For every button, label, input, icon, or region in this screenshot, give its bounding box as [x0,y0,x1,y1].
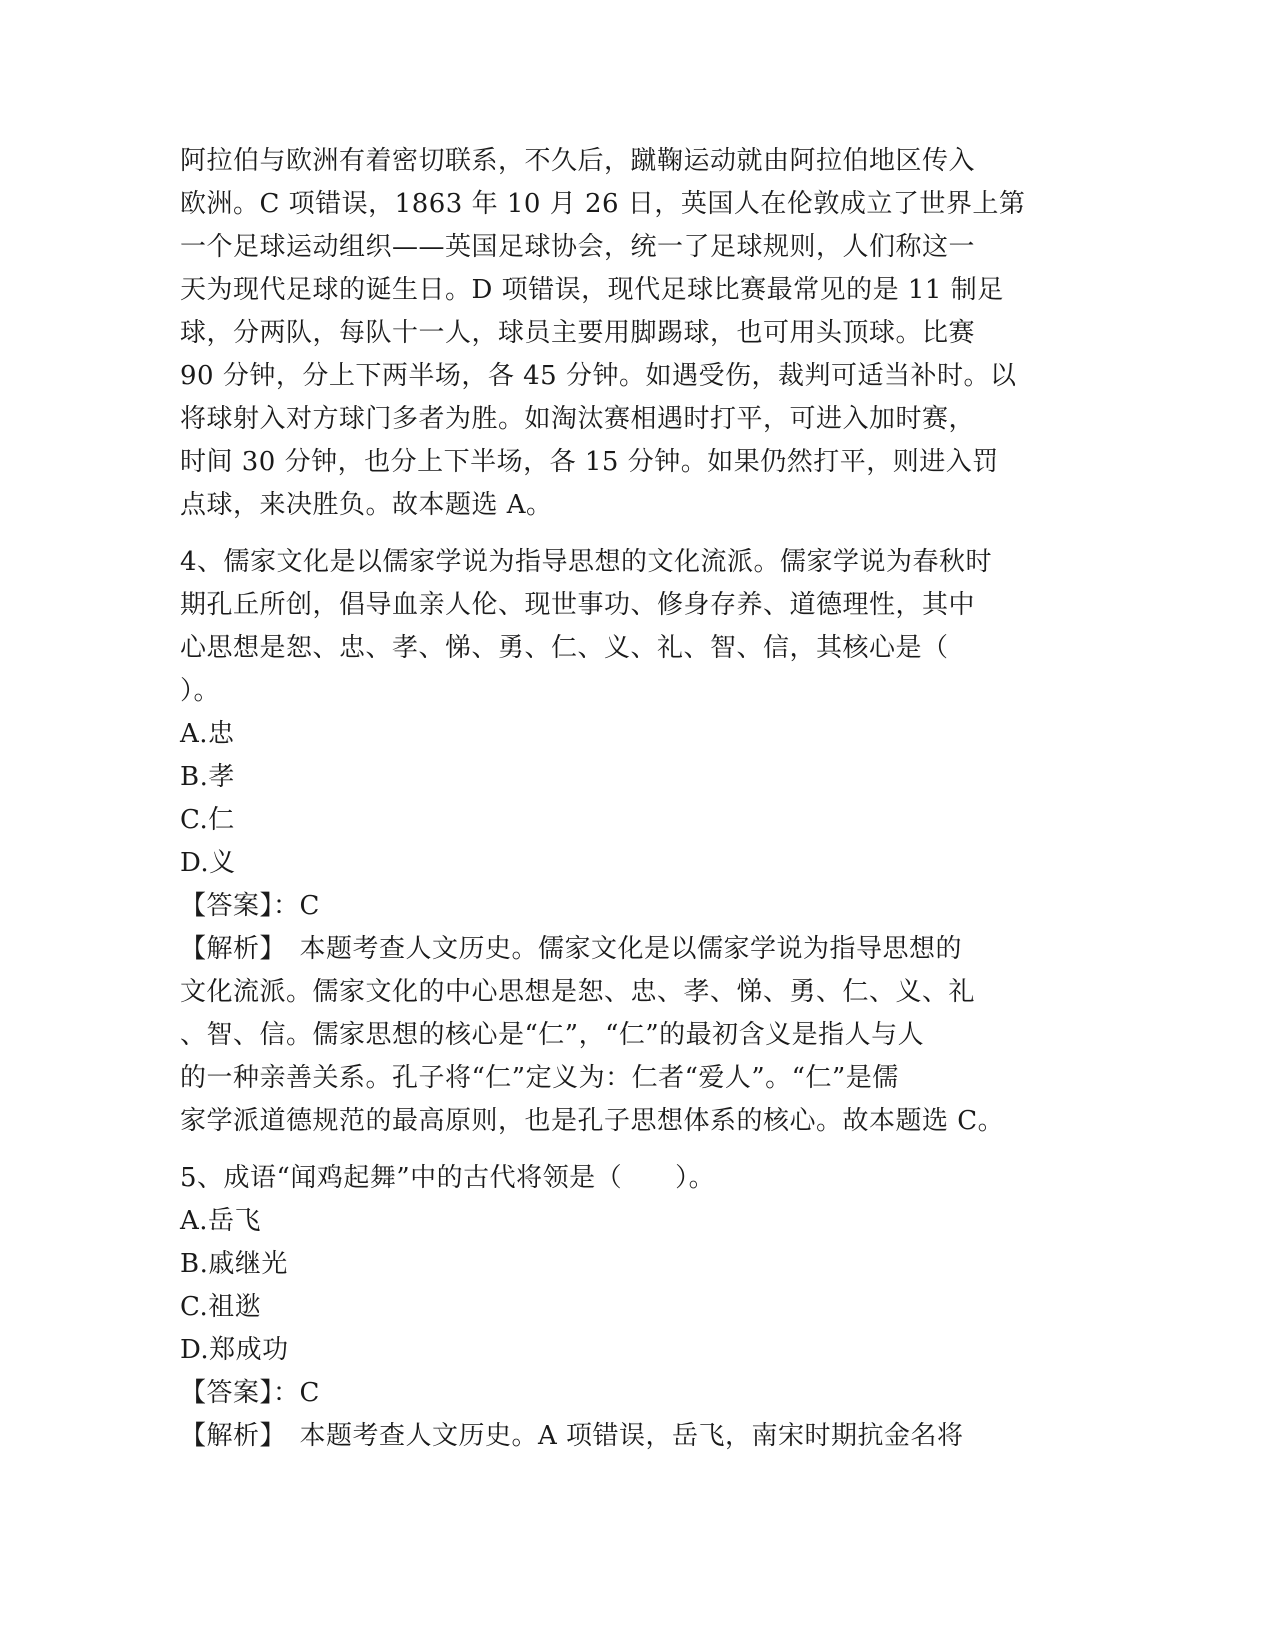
text-line: 球，分两队，每队十一人，球员主要用脚踢球，也可用头顶球。比赛 [180,318,976,348]
explanation [180,1415,1040,1458]
answer: 【答案】：C [180,1378,320,1408]
text-line: 点球，来决胜负。故本题选 A。 [180,490,553,520]
text-line: 天为现代足球的诞生日。D 项错误，现代足球比赛最常见的是 11 制足 [180,275,1004,305]
document-page [180,140,1040,1458]
text-line: 时间 30 分钟，也分上下半场，各 15 分钟。如果仍然打平，则进入罚 [180,447,999,477]
option-c: C.祖逖 [180,1292,262,1322]
text-line: 【解析】 本题考查人文历史。A 项错误，岳飞，南宋时期抗金名将 [180,1421,964,1451]
text-line: 的一种亲善关系。孔子将“仁”定义为：仁者“爱人”。“仁”是儒 [180,1063,899,1093]
explanation [180,928,1040,1143]
option-b: B.戚继光 [180,1249,288,1279]
text-line: 4、儒家文化是以儒家学说为指导思想的文化流派。儒家学说为春秋时 [180,547,993,577]
option-list [180,713,1040,885]
question-4 [180,541,1040,1143]
option-d: D.郑成功 [180,1335,289,1365]
text-line: 一个足球运动组织——英国足球协会，统一了足球规则，人们称这一 [180,232,976,262]
question-stem [180,1157,1040,1200]
text-line: 将球射入对方球门多者为胜。如淘汰赛相遇时打平，可进入加时赛， [180,404,976,434]
option-c: C.仁 [180,805,235,835]
option-d: D.义 [180,848,236,878]
question-5 [180,1157,1040,1458]
option-a: A.忠 [180,719,235,749]
question-stem [180,541,1040,713]
text-line: 欧洲。C 项错误，1863 年 10 月 26 日，英国人在伦敦成立了世界上第 [180,189,1026,219]
text-line: 期孔丘所创，倡导血亲人伦、现世事功、修身存养、道德理性，其中 [180,590,976,620]
option-list [180,1200,1040,1372]
text-line: 90 分钟，分上下两半场，各 45 分钟。如遇受伤，裁判可适当补时。以 [180,361,1017,391]
text-line: 心思想是恕、忠、孝、悌、勇、仁、义、礼、智、信，其核心是（ [180,633,949,663]
text-line: 、智、信。儒家思想的核心是“仁”，“仁”的最初含义是指人与人 [180,1020,925,1050]
previous-explanation [180,140,1040,527]
text-line: ）。 [180,676,221,706]
option-b: B.孝 [180,762,235,792]
text-line: 5、成语“闻鸡起舞”中的古代将领是（ ）。 [180,1163,716,1193]
option-a: A.岳飞 [180,1206,262,1236]
text-line: 阿拉伯与欧洲有着密切联系，不久后，蹴鞠运动就由阿拉伯地区传入 [180,146,976,176]
text-line: 【解析】 本题考查人文历史。儒家文化是以儒家学说为指导思想的 [180,934,963,964]
text-line: 文化流派。儒家文化的中心思想是恕、忠、孝、悌、勇、仁、义、礼 [180,977,976,1007]
text-line: 家学派道德规范的最高原则，也是孔子思想体系的核心。故本题选 C。 [180,1106,1005,1136]
answer: 【答案】：C [180,891,320,921]
